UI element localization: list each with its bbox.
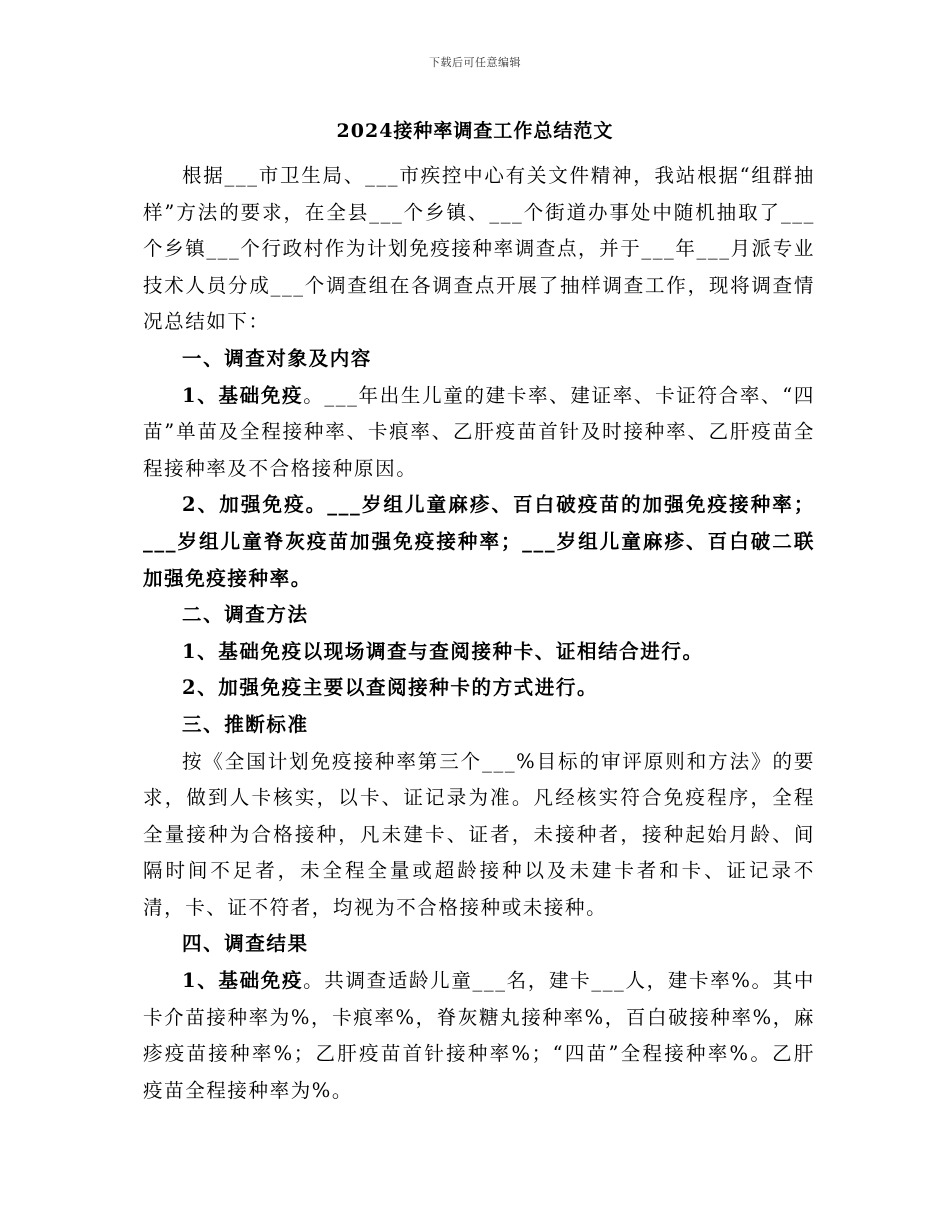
paragraph-text: 四、调查结果 [182, 932, 309, 956]
paragraph [143, 744, 815, 927]
paragraph [143, 963, 815, 1109]
paragraph [143, 341, 815, 378]
paragraph-text: 根据___市卫生局、___市疾控中心有关文件精神，我站根据“组群抽样”方法的要求，在全县___个乡镇、___个街道办事处中随机抽取了___个乡镇___个行政村作为计划免疫接种率调查点，并于___年___月派专业技术人员分成___个调查组在各调查点开展了抽样调查工作，现将调查情况总结如下： [143, 164, 815, 334]
header-note: 下载后可任意编辑 [429, 56, 521, 69]
paragraph [143, 597, 815, 634]
paragraph [143, 670, 815, 707]
paragraph-text: 二、调查方法 [182, 603, 309, 627]
paragraph-lead: 1、基础免疫 [182, 969, 304, 993]
document-title: 2024接种率调查工作总结范文 [336, 120, 614, 142]
paragraph-text: 2、加强免疫主要以查阅接种卡的方式进行。 [182, 676, 599, 700]
document-body [143, 158, 815, 1109]
paragraph [143, 634, 815, 671]
paragraph-text: 2、加强免疫。___岁组儿童麻疹、百白破疫苗的加强免疫接种率；___岁组儿童脊灰疫苗加强免疫接种率；___岁组儿童麻疹、百白破二联加强免疫接种率。 [143, 493, 815, 590]
paragraph-text: 。___年出生儿童的建卡率、建证率、卡证符合率、“四苗”单苗及全程接种率、卡痕率、乙肝疫苗首针及时接种率、乙肝疫苗全程接种率及不合格接种原因。 [143, 383, 815, 480]
paragraph-text: 1、基础免疫以现场调查与查阅接种卡、证相结合进行。 [182, 639, 704, 663]
paragraph-text: 按《全国计划免疫接种率第三个___%目标的审评原则和方法》的要求，做到人卡核实，以卡、证记录为准。凡经核实符合免疫程序，全程全量接种为合格接种，凡未建卡、证者，未接种者，接种起始月龄、间隔时间不足者，未全程全量或超龄接种以及未建卡者和卡、证记录不清，卡、证不符者，均视为不合格接种或未接种。 [143, 749, 815, 919]
paragraph [143, 707, 815, 744]
paragraph-lead: 1、基础免疫 [182, 383, 304, 407]
paragraph [143, 378, 815, 488]
paragraph-text: 。共调查适龄儿童___名，建卡___人，建卡率%。其中卡介苗接种率为%，卡痕率%，脊灰糖丸接种率%，百白破接种率%，麻疹疫苗接种率%；乙肝疫苗首针接种率%；“四苗”全程接种率%。乙肝疫苗全程接种率为%。 [143, 969, 815, 1102]
paragraph [143, 158, 815, 341]
paragraph-text: 一、调查对象及内容 [182, 346, 372, 370]
paragraph [143, 487, 815, 597]
paragraph [143, 926, 815, 963]
paragraph-text: 三、推断标准 [182, 712, 309, 736]
